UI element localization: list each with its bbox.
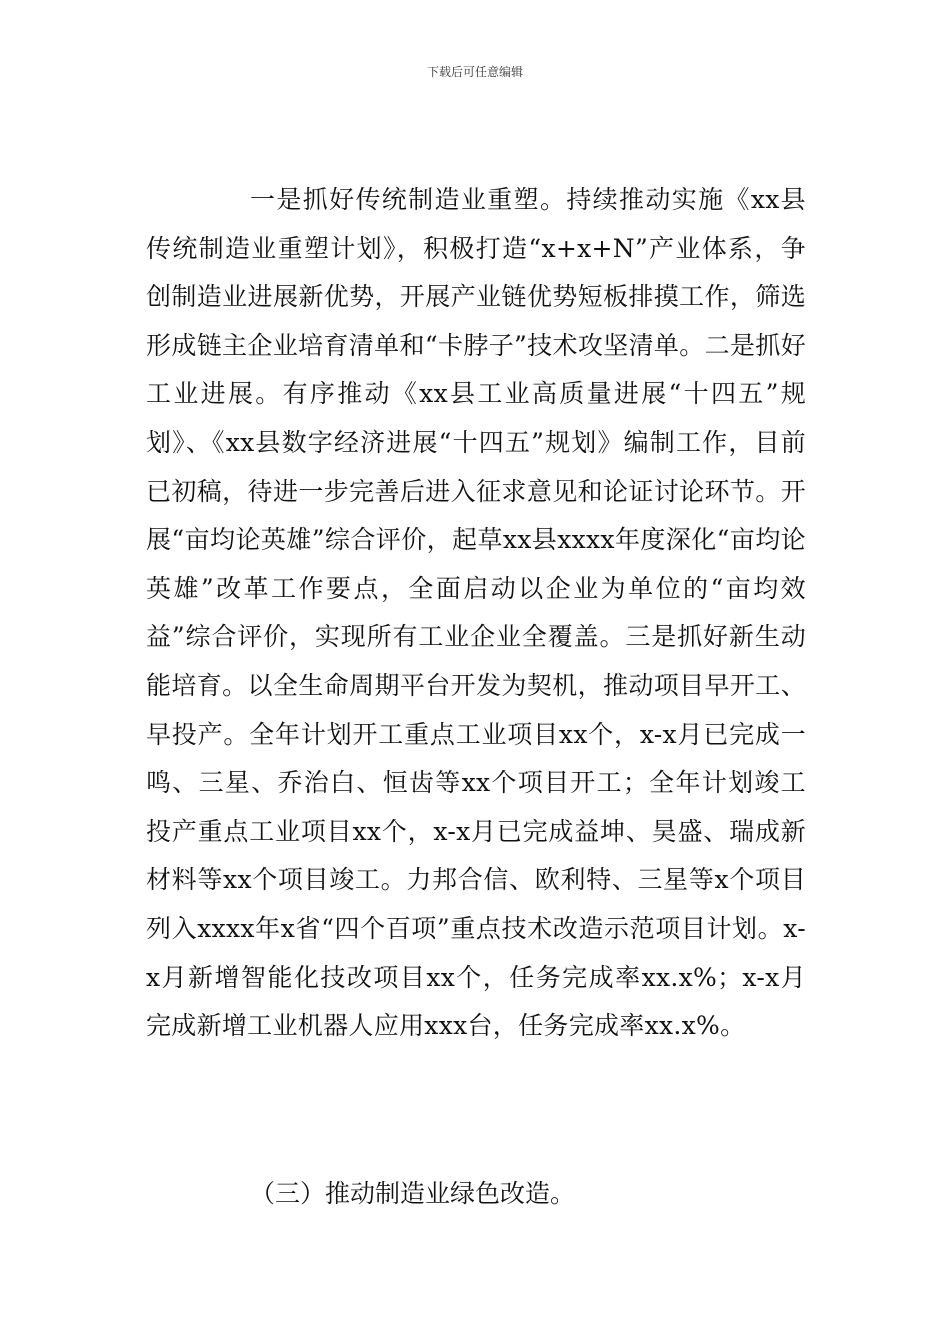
- body-paragraph: 一是抓好传统制造业重塑。持续推动实施《xx县传统制造业重塑计划》，积极打造“x+x+N”产业体系，争创制造业进展新优势，开展产业链优势短板排摸工作，筛选形成链主企业培育清单和“卡脖子”技术攻坚清单。二是抓好工业进展。有序推动《xx县工业高质量进展“十四五”规划》、《xx县数字经济进展“十四五”规划》编制工作，目前已初稿，待进一步完善后进入征求意见和论证讨论环节。开展“亩均论英雄”综合评价，起草xx县xxxx年度深化“亩均论英雄”改革工作要点，全面启动以企业为单位的“亩均效益”综合评价，实现所有工业企业全覆盖。三是抓好新生动能培育。以全生命周期平台开发为契机，推动项目早开工、早投产。全年计划开工重点工业项目xx个，x-x月已完成一鸣、三星、乔治白、恒齿等xx个项目开工；全年计划竣工投产重点工业项目xx个，x-x月已完成益坤、昊盛、瑞成新材料等xx个项目竣工。力邦合信、欧利特、三星等x个项目列入xxxx年x省“四个百项”重点技术改造示范项目计划。x-x月新增智能化技改项目xx个，任务完成率xx.x%；x-x月完成新增工业机器人应用xxx台，任务完成率xx.x%。: [146, 185, 806, 1041]
- page-header-note: 下载后可任意编辑: [426, 65, 523, 79]
- section-heading: （三）推动制造业绿色改造。: [250, 1179, 576, 1208]
